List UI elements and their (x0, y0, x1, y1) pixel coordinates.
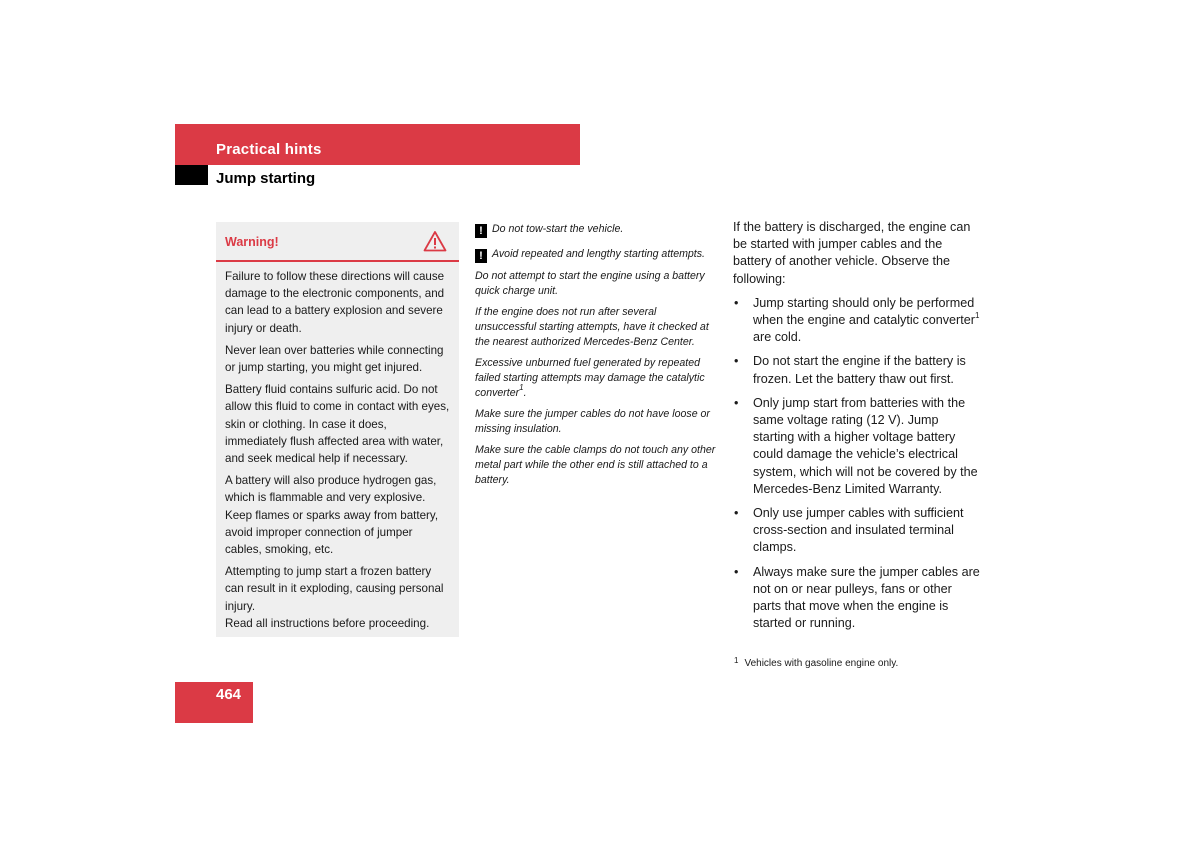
footnote-number: 1 (734, 656, 739, 665)
footnote (734, 656, 898, 669)
footnote-ref: 1 (974, 311, 980, 321)
subsection-title: Jump starting (216, 170, 316, 187)
list-item-text: Do not start the engine if the battery is frozen. Let the battery thaw out first. (753, 354, 966, 386)
instruction-list (733, 295, 983, 633)
footnote-text: Vehicles with gasoline engine only. (744, 658, 899, 669)
warning-paragraph: Never lean over batteries while connecting or jump starting, you might get injured. (225, 343, 444, 375)
bullet-icon: • (734, 395, 739, 410)
exclamation-icon: ! (475, 224, 487, 238)
exclamation-icon: ! (475, 249, 487, 263)
warning-paragraph: A battery will also produce hydrogen gas, which is flammable and very explosive. Keep flames or sparks away from battery, avoid improper connection of jumper cables, smoking, etc. (225, 474, 439, 557)
main-column (733, 219, 983, 639)
note-detail-end: . (523, 387, 527, 399)
list-item-text: Only use jumper cables with sufficient cross-section and insulated terminal clamps. (753, 506, 964, 555)
page-number: 464 (216, 686, 242, 703)
warning-header (216, 222, 459, 262)
footnote-ref: 1 (519, 383, 524, 392)
list-item (733, 564, 983, 633)
list-item (733, 505, 983, 557)
note-starting-attempts (475, 247, 717, 263)
note-detail: Make sure the cable clamps do not touch any other metal part while the other end is still attached to a battery. (475, 444, 716, 486)
bullet-icon: • (734, 564, 739, 579)
bullet-icon: • (734, 295, 739, 310)
list-item-text-end: are cold. (753, 330, 802, 345)
warning-paragraph: Read all instructions before proceeding. (225, 616, 430, 630)
note-text: Do not tow-start the vehicle. (492, 223, 624, 235)
warning-title: Warning! (225, 235, 279, 249)
list-item-text: Jump starting should only be performed when the engine and catalytic converter (753, 295, 975, 328)
note-detail-text: Excessive unburned fuel generated by repeated failed starting attempts may damage the catalytic converter (475, 357, 705, 399)
subsection-marker (175, 165, 208, 185)
warning-paragraph: Failure to follow these directions will cause damage to the electronic components, and can lead to a battery explosion and severe injury or death. (225, 270, 445, 335)
warning-paragraph: Attempting to jump start a frozen battery can result in it exploding, causing personal injury. (225, 565, 444, 613)
note-tow-start (475, 222, 717, 238)
list-item (733, 353, 983, 387)
warning-body (216, 262, 459, 632)
warning-paragraph: Battery fluid contains sulfuric acid. Do not allow this fluid to come in contact with eyes, skin or clothing. In case it does, immediately flush affected area with water, and seek medical help if necessary. (225, 383, 450, 466)
note-text: Avoid repeated and lengthy starting attempts. (492, 248, 705, 260)
list-item (733, 295, 983, 347)
bullet-icon: • (734, 354, 739, 369)
note-detail: If the engine does not run after several unsuccessful starting attempts, have it checked at the nearest authorized Mercedes-Benz Center. (475, 306, 709, 348)
list-item-text: Only jump start from batteries with the same voltage rating (12 V). Jump starting with a higher voltage battery could damage the vehicle’s electrical system, which will not be covered by the Mercedes-Benz Limited Warranty. (753, 395, 978, 496)
section-title: Practical hints (216, 141, 322, 158)
notes-column (475, 222, 717, 494)
intro-paragraph: If the battery is discharged, the engine can be started with jumper cables and the battery of another vehicle. Observe the following: (733, 220, 971, 286)
note-detail: Make sure the jumper cables do not have loose or missing insulation. (475, 408, 710, 435)
bullet-icon: • (734, 506, 739, 521)
warning-triangle-icon (423, 230, 447, 252)
list-item-text: Always make sure the jumper cables are not on or near pulleys, fans or other parts that move when the engine is started or running. (753, 564, 980, 631)
warning-box (216, 222, 459, 637)
list-item (733, 395, 983, 498)
note-detail: Do not attempt to start the engine using a battery quick charge unit. (475, 270, 705, 297)
note-detail (475, 356, 717, 401)
page-number-box (175, 682, 253, 723)
